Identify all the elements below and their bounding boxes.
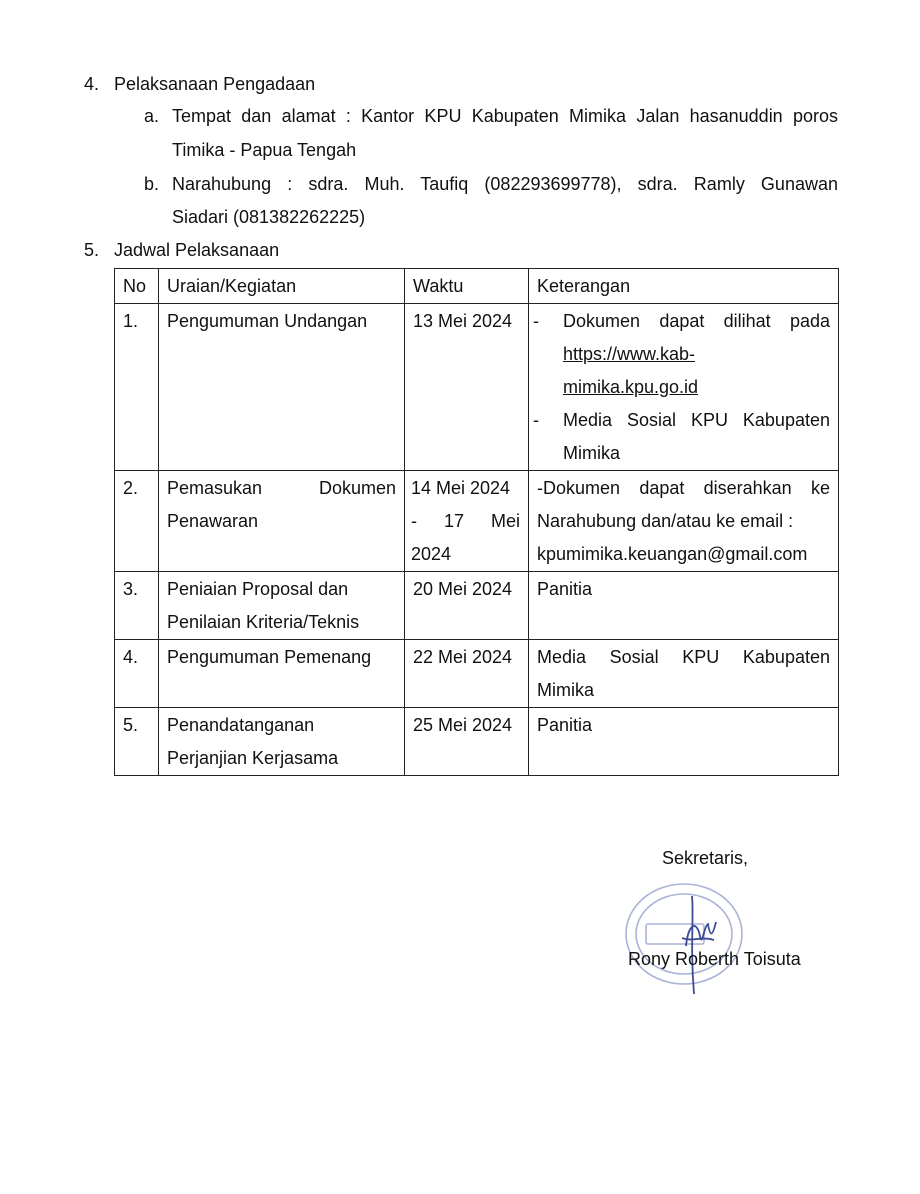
signatory-name: Rony Roberth Toisuta: [628, 949, 801, 969]
table-row: [115, 640, 839, 708]
signature-role: Sekretaris,: [662, 848, 749, 868]
section-4-number: 4.: [84, 74, 100, 94]
row-waktu: 14 Mei 2024 - 17 Mei 2024: [405, 471, 529, 572]
header-waktu: Waktu: [405, 269, 529, 304]
row-number: 5.: [115, 708, 159, 776]
row-keterangan: -Dokumen dapat diserahkan ke Narahubung dan/atau ke email : kpumimika.keuangan@gmail.com: [529, 471, 839, 572]
header-no: No: [115, 269, 159, 304]
row-number: 3.: [115, 572, 159, 640]
bullet-text: Dokumen dapat dilihat pada: [563, 311, 830, 331]
row-waktu: 20 Mei 2024: [405, 572, 529, 640]
item-a-line2: Timika - Papua Tengah: [172, 140, 357, 160]
row-uraian: Pengumuman Pemenang: [159, 640, 405, 708]
email-address: kpumimika.keuangan@gmail.com: [537, 544, 808, 564]
bullet-item: [533, 305, 830, 404]
table-row: [115, 471, 839, 572]
item-b-letter: b.: [144, 174, 160, 194]
section-5-number: 5.: [84, 240, 100, 260]
bullet-dash: -: [533, 410, 539, 430]
website-link-cont[interactable]: mimika.kpu.go.id: [563, 377, 699, 397]
row-uraian: Peniaian Proposal dan Penilaian Kriteria/Teknis: [159, 572, 405, 640]
table-header-row: [115, 269, 839, 304]
table-row: [115, 304, 839, 471]
row-waktu: 25 Mei 2024: [405, 708, 529, 776]
header-uraian: Uraian/Kegiatan: [159, 269, 405, 304]
table-row: [115, 572, 839, 640]
official-stamp-icon: [622, 876, 772, 996]
row-keterangan: Panitia: [529, 572, 839, 640]
header-keterangan: Keterangan: [529, 269, 839, 304]
row-waktu: 22 Mei 2024: [405, 640, 529, 708]
bullet-item: [533, 404, 830, 470]
row-number: 1.: [115, 304, 159, 471]
row-number: 4.: [115, 640, 159, 708]
bullet-text-cont: Mimika: [563, 443, 620, 463]
row-keterangan: Media Sosial KPU Kabupaten Mimika: [529, 640, 839, 708]
bullet-dash: -: [533, 311, 539, 331]
website-link[interactable]: https://www.kab-: [563, 344, 696, 364]
item-b-line1: Narahubung : sdra. Muh. Taufiq (082293699778), sdra. Ramly Gunawan: [172, 174, 838, 194]
row-waktu: 13 Mei 2024: [405, 304, 529, 471]
row-uraian: Pemasukan Dokumen Penawaran: [159, 471, 405, 572]
row-keterangan: Panitia: [529, 708, 839, 776]
table-row: [115, 708, 839, 776]
item-b-line2: Siadari (081382262225): [172, 207, 366, 227]
row-number: 2.: [115, 471, 159, 572]
item-a-line1: Tempat dan alamat : Kantor KPU Kabupaten Mimika Jalan hasanuddin poros: [172, 106, 838, 126]
item-a-letter: a.: [144, 106, 160, 126]
row-uraian: Pengumuman Undangan: [159, 304, 405, 471]
section-5-title: Jadwal Pelaksanaan: [114, 240, 280, 260]
row-uraian: Penandatanganan Perjanjian Kerjasama: [159, 708, 405, 776]
row-keterangan: [529, 304, 839, 471]
section-4-title: Pelaksanaan Pengadaan: [114, 74, 316, 94]
schedule-table: [114, 268, 839, 776]
bullet-text: Media Sosial KPU Kabupaten: [563, 410, 830, 430]
